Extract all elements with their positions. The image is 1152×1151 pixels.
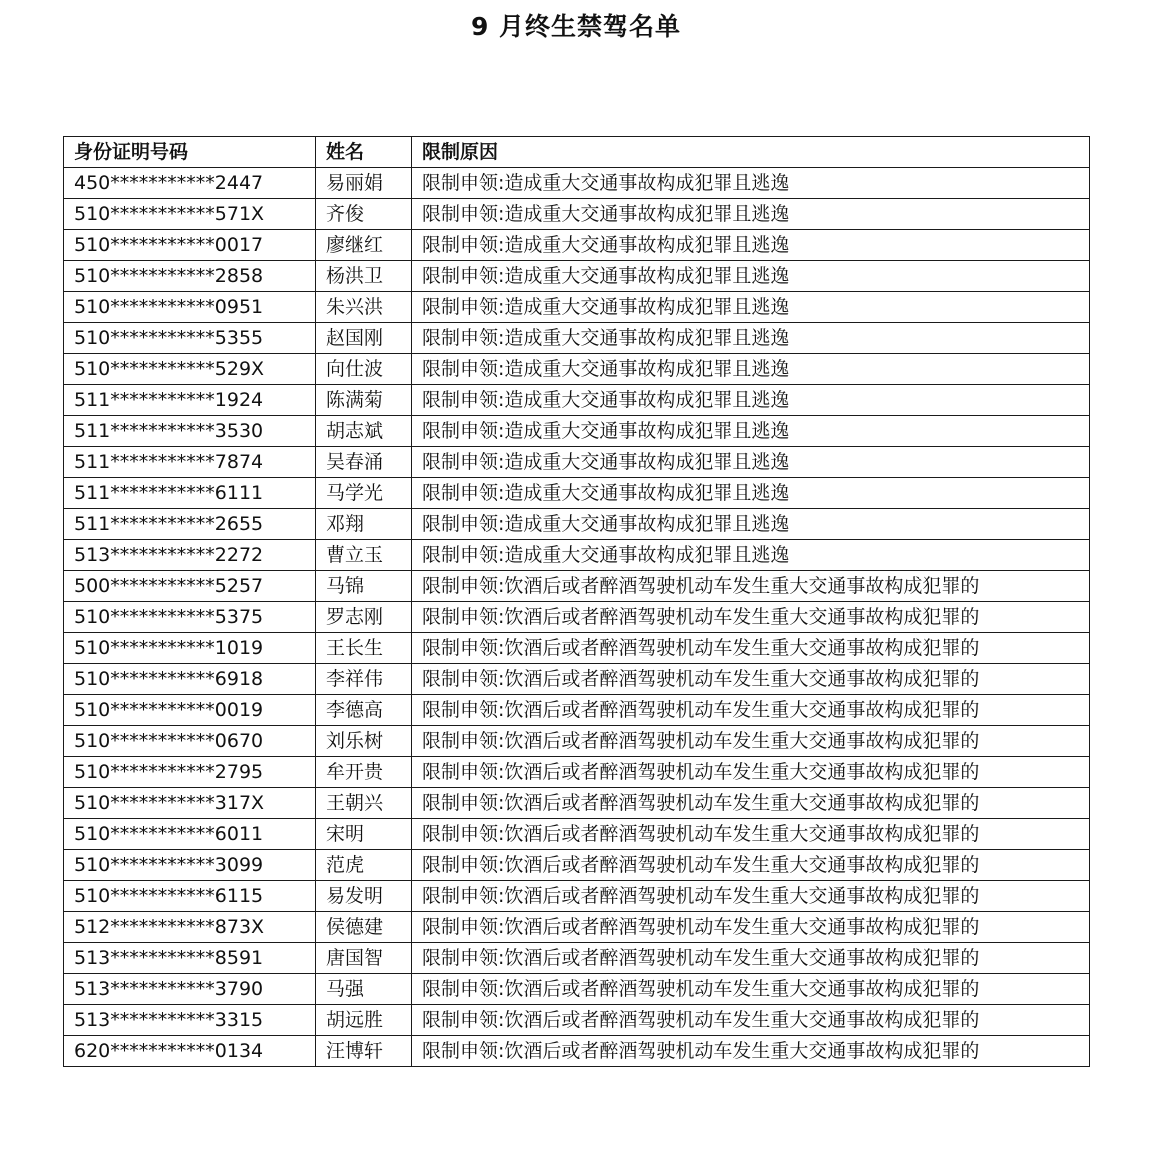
cell-id-number: 510***********0951	[64, 292, 316, 323]
cell-name: 曹立玉	[316, 540, 412, 571]
cell-reason: 限制申领:造成重大交通事故构成犯罪且逃逸	[412, 385, 1090, 416]
table-row	[64, 385, 1090, 416]
table-row	[64, 974, 1090, 1005]
cell-id-number: 510***********6918	[64, 664, 316, 695]
table-row	[64, 168, 1090, 199]
cell-id-number: 500***********5257	[64, 571, 316, 602]
cell-reason: 限制申领:饮酒后或者醉酒驾驶机动车发生重大交通事故构成犯罪的	[412, 695, 1090, 726]
table-row	[64, 354, 1090, 385]
cell-reason: 限制申领:饮酒后或者醉酒驾驶机动车发生重大交通事故构成犯罪的	[412, 602, 1090, 633]
table-body	[64, 168, 1090, 1067]
cell-name: 王朝兴	[316, 788, 412, 819]
cell-name: 廖继红	[316, 230, 412, 261]
cell-id-number: 510***********2795	[64, 757, 316, 788]
cell-id-number: 510***********6115	[64, 881, 316, 912]
cell-name: 朱兴洪	[316, 292, 412, 323]
table-row	[64, 664, 1090, 695]
cell-id-number: 510***********317X	[64, 788, 316, 819]
cell-id-number: 513***********3790	[64, 974, 316, 1005]
cell-id-number: 511***********1924	[64, 385, 316, 416]
cell-id-number: 511***********3530	[64, 416, 316, 447]
header-reason: 限制原因	[412, 137, 1090, 168]
cell-id-number: 510***********529X	[64, 354, 316, 385]
cell-name: 易发明	[316, 881, 412, 912]
table-row	[64, 230, 1090, 261]
cell-name: 李祥伟	[316, 664, 412, 695]
cell-reason: 限制申领:饮酒后或者醉酒驾驶机动车发生重大交通事故构成犯罪的	[412, 943, 1090, 974]
cell-name: 向仕波	[316, 354, 412, 385]
table-row	[64, 571, 1090, 602]
cell-name: 赵国刚	[316, 323, 412, 354]
table-row	[64, 912, 1090, 943]
table-row	[64, 416, 1090, 447]
cell-reason: 限制申领:造成重大交通事故构成犯罪且逃逸	[412, 230, 1090, 261]
cell-reason: 限制申领:饮酒后或者醉酒驾驶机动车发生重大交通事故构成犯罪的	[412, 1036, 1090, 1067]
cell-id-number: 511***********6111	[64, 478, 316, 509]
cell-reason: 限制申领:饮酒后或者醉酒驾驶机动车发生重大交通事故构成犯罪的	[412, 571, 1090, 602]
cell-id-number: 513***********2272	[64, 540, 316, 571]
cell-id-number: 513***********3315	[64, 1005, 316, 1036]
table-row	[64, 540, 1090, 571]
cell-name: 邓翔	[316, 509, 412, 540]
table-row	[64, 1036, 1090, 1067]
cell-reason: 限制申领:造成重大交通事故构成犯罪且逃逸	[412, 478, 1090, 509]
table-row	[64, 447, 1090, 478]
cell-reason: 限制申领:造成重大交通事故构成犯罪且逃逸	[412, 323, 1090, 354]
cell-name: 宋明	[316, 819, 412, 850]
cell-id-number: 510***********6011	[64, 819, 316, 850]
cell-reason: 限制申领:饮酒后或者醉酒驾驶机动车发生重大交通事故构成犯罪的	[412, 912, 1090, 943]
cell-reason: 限制申领:造成重大交通事故构成犯罪且逃逸	[412, 168, 1090, 199]
cell-reason: 限制申领:饮酒后或者醉酒驾驶机动车发生重大交通事故构成犯罪的	[412, 850, 1090, 881]
cell-reason: 限制申领:造成重大交通事故构成犯罪且逃逸	[412, 416, 1090, 447]
cell-reason: 限制申领:饮酒后或者醉酒驾驶机动车发生重大交通事故构成犯罪的	[412, 819, 1090, 850]
cell-reason: 限制申领:造成重大交通事故构成犯罪且逃逸	[412, 292, 1090, 323]
cell-name: 牟开贵	[316, 757, 412, 788]
cell-reason: 限制申领:造成重大交通事故构成犯罪且逃逸	[412, 447, 1090, 478]
table-row	[64, 726, 1090, 757]
cell-id-number: 510***********571X	[64, 199, 316, 230]
cell-reason: 限制申领:造成重大交通事故构成犯罪且逃逸	[412, 540, 1090, 571]
cell-id-number: 510***********3099	[64, 850, 316, 881]
cell-reason: 限制申领:造成重大交通事故构成犯罪且逃逸	[412, 354, 1090, 385]
cell-id-number: 513***********8591	[64, 943, 316, 974]
cell-name: 马锦	[316, 571, 412, 602]
table-row	[64, 292, 1090, 323]
table-row	[64, 509, 1090, 540]
cell-reason: 限制申领:饮酒后或者醉酒驾驶机动车发生重大交通事故构成犯罪的	[412, 881, 1090, 912]
table-row	[64, 850, 1090, 881]
page-title: 9 月终生禁驾名单	[470, 12, 682, 41]
cell-id-number: 510***********5355	[64, 323, 316, 354]
cell-name: 马学光	[316, 478, 412, 509]
table-row	[64, 788, 1090, 819]
cell-id-number: 510***********1019	[64, 633, 316, 664]
table-row	[64, 602, 1090, 633]
table-row	[64, 695, 1090, 726]
table-row	[64, 943, 1090, 974]
table-row	[64, 819, 1090, 850]
cell-name: 汪博轩	[316, 1036, 412, 1067]
cell-name: 马强	[316, 974, 412, 1005]
cell-id-number: 512***********873X	[64, 912, 316, 943]
cell-name: 李德高	[316, 695, 412, 726]
cell-name: 王长生	[316, 633, 412, 664]
table-row	[64, 323, 1090, 354]
cell-id-number: 511***********7874	[64, 447, 316, 478]
cell-reason: 限制申领:饮酒后或者醉酒驾驶机动车发生重大交通事故构成犯罪的	[412, 664, 1090, 695]
cell-reason: 限制申领:饮酒后或者醉酒驾驶机动车发生重大交通事故构成犯罪的	[412, 726, 1090, 757]
table-row	[64, 478, 1090, 509]
ban-list-table	[63, 136, 1090, 1067]
header-name: 姓名	[316, 137, 412, 168]
cell-id-number: 510***********5375	[64, 602, 316, 633]
cell-id-number: 620***********0134	[64, 1036, 316, 1067]
cell-id-number: 510***********0670	[64, 726, 316, 757]
cell-name: 侯德建	[316, 912, 412, 943]
cell-id-number: 511***********2655	[64, 509, 316, 540]
cell-reason: 限制申领:造成重大交通事故构成犯罪且逃逸	[412, 509, 1090, 540]
cell-reason: 限制申领:饮酒后或者醉酒驾驶机动车发生重大交通事故构成犯罪的	[412, 757, 1090, 788]
cell-id-number: 450***********2447	[64, 168, 316, 199]
table-row	[64, 1005, 1090, 1036]
cell-id-number: 510***********0017	[64, 230, 316, 261]
cell-reason: 限制申领:造成重大交通事故构成犯罪且逃逸	[412, 199, 1090, 230]
table-header-row	[64, 137, 1090, 168]
header-id-number: 身份证明号码	[64, 137, 316, 168]
cell-name: 齐俊	[316, 199, 412, 230]
table-row	[64, 757, 1090, 788]
table-row	[64, 881, 1090, 912]
cell-name: 唐国智	[316, 943, 412, 974]
cell-name: 杨洪卫	[316, 261, 412, 292]
cell-name: 罗志刚	[316, 602, 412, 633]
cell-id-number: 510***********0019	[64, 695, 316, 726]
cell-name: 吴春涌	[316, 447, 412, 478]
table-row	[64, 633, 1090, 664]
cell-reason: 限制申领:饮酒后或者醉酒驾驶机动车发生重大交通事故构成犯罪的	[412, 633, 1090, 664]
cell-name: 陈满菊	[316, 385, 412, 416]
table-row	[64, 261, 1090, 292]
cell-reason: 限制申领:饮酒后或者醉酒驾驶机动车发生重大交通事故构成犯罪的	[412, 974, 1090, 1005]
cell-name: 胡远胜	[316, 1005, 412, 1036]
cell-name: 范虎	[316, 850, 412, 881]
table-row	[64, 199, 1090, 230]
cell-name: 刘乐树	[316, 726, 412, 757]
cell-reason: 限制申领:造成重大交通事故构成犯罪且逃逸	[412, 261, 1090, 292]
cell-name: 胡志斌	[316, 416, 412, 447]
cell-id-number: 510***********2858	[64, 261, 316, 292]
cell-reason: 限制申领:饮酒后或者醉酒驾驶机动车发生重大交通事故构成犯罪的	[412, 788, 1090, 819]
cell-reason: 限制申领:饮酒后或者醉酒驾驶机动车发生重大交通事故构成犯罪的	[412, 1005, 1090, 1036]
cell-name: 易丽娟	[316, 168, 412, 199]
